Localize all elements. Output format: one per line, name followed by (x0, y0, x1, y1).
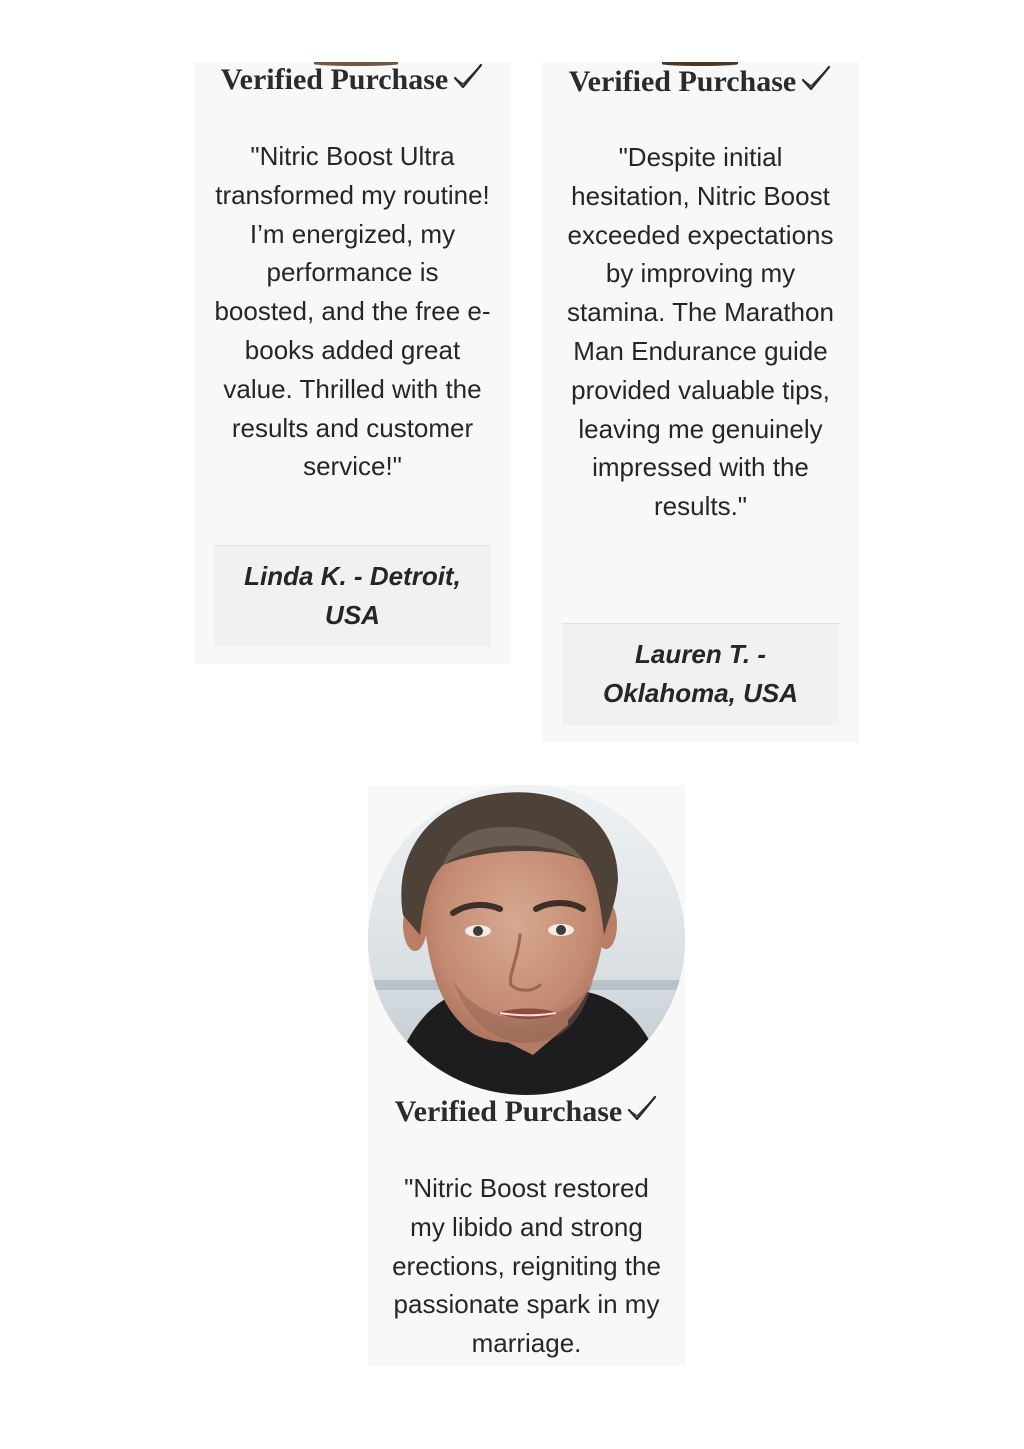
checkmark-icon (800, 64, 832, 103)
testimonial-card (542, 62, 859, 743)
testimonial-quote: "Despite initial hesitation, Nitric Boost exceeded expectations by improving my stamina. The Marathon Man Endurance guide provided valuable tips, leaving me genuinely impressed with the results." (567, 142, 834, 522)
customer-photo (368, 785, 685, 1095)
verified-purchase-label: Verified Purchase (568, 65, 797, 98)
testimonial-card (194, 62, 511, 664)
testimonial-card (368, 785, 685, 1366)
testimonial-author: Lauren T. - Oklahoma, USA (562, 623, 839, 725)
verified-purchase-label: Verified Purchase (394, 1095, 623, 1128)
verified-purchase-heading (368, 1094, 685, 1133)
checkmark-icon (452, 62, 484, 101)
testimonial-quote: "Nitric Boost restored my libido and strong erections, reigniting the passionate spark in my marriage. (392, 1173, 661, 1359)
testimonial-author: Linda K. - Detroit, USA (214, 545, 491, 647)
checkmark-icon (626, 1094, 658, 1133)
verified-purchase-heading (542, 64, 859, 103)
verified-purchase-label: Verified Purchase (220, 63, 449, 96)
testimonial-quote: "Nitric Boost Ultra transformed my routine! I’m energized, my performance is boosted, and the free e-books added great value. Thrilled with the results and customer service!" (214, 141, 491, 482)
verified-purchase-heading (194, 62, 511, 101)
